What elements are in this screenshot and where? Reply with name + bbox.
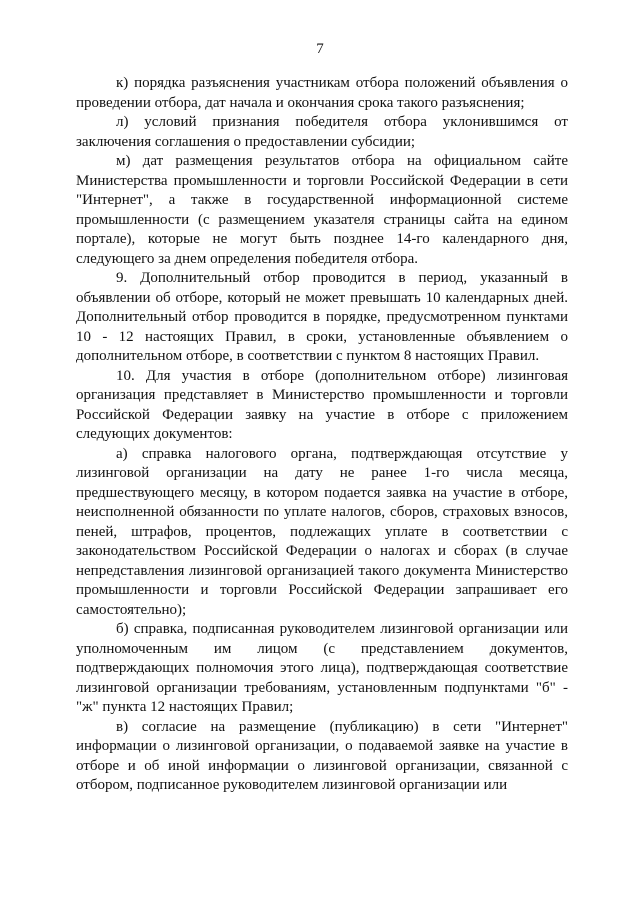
paragraph-a: а) справка налогового органа, подтверждающая отсутствие у лизинговой организации на дату не ранее 1-го числа месяца, предшествующего месяцу, в котором подается заявка на участие в отборе, неисполненной обязанности по уплате налогов, сборов, страховых взносов, пеней, штрафов, процентов, подлежащих уплате в соответствии с законодательством Российской Федерации о налогах и сборах (в случае непредставления лизинговой организацией такого документа Министерство промышленности и торговли Российской Федерации запрашивает его самостоятельно); xyxy=(76,445,568,618)
page-number: 7 xyxy=(316,41,324,57)
paragraph-9: 9. Дополнительный отбор проводится в период, указанный в объявлении об отборе, который не может превышать 10 календарных дней. Дополнительный отбор проводится в порядке, предусмотренном пунктами 10 - 12 настоящих Правил, в сроки, установленные объявлением о дополнительном отборе, в соответствии с пунктом 8 настоящих Правил. xyxy=(76,270,568,364)
paragraph-v: в) согласие на размещение (публикацию) в сети "Интернет" информации о лизинговой организации, о подаваемой заявке на участие в отборе и об иной информации о лизинговой организации, связанной с отбором, подписанное руководителем лизинговой организации или xyxy=(76,718,568,793)
paragraph-10: 10. Для участия в отборе (дополнительном отборе) лизинговая организация представляет в Министерство промышленности и торговли Российской Федерации заявку на участие в отборе с приложением следующих документов: xyxy=(76,367,568,442)
paragraph-k: к) порядка разъяснения участникам отбора положений объявления о проведении отбора, дат начала и окончания срока такого разъяснения; xyxy=(76,75,568,111)
paragraph-b: б) справка, подписанная руководителем лизинговой организации или уполномоченным им лицом (с представлением документов, подтверждающих полномочия этого лица), подтверждающая соответствие лизинговой организации требованиям, установленным подпунктами "б" - "ж" пункта 12 настоящих Правил; xyxy=(76,621,568,715)
paragraph-m: м) дат размещения результатов отбора на официальном сайте Министерства промышленности и торговли Российской Федерации в сети "Интернет", а также в государственной информационной системе промышленности (с размещением указателя страницы сайта на едином портале), которые не могут быть позднее 14-го календарного дня, следующего за днем определения победителя отбора. xyxy=(76,153,568,267)
paragraph-l: л) условий признания победителя отбора уклонившимся от заключения соглашения о предоставлении субсидии; xyxy=(76,114,568,150)
document-body xyxy=(76,74,568,796)
